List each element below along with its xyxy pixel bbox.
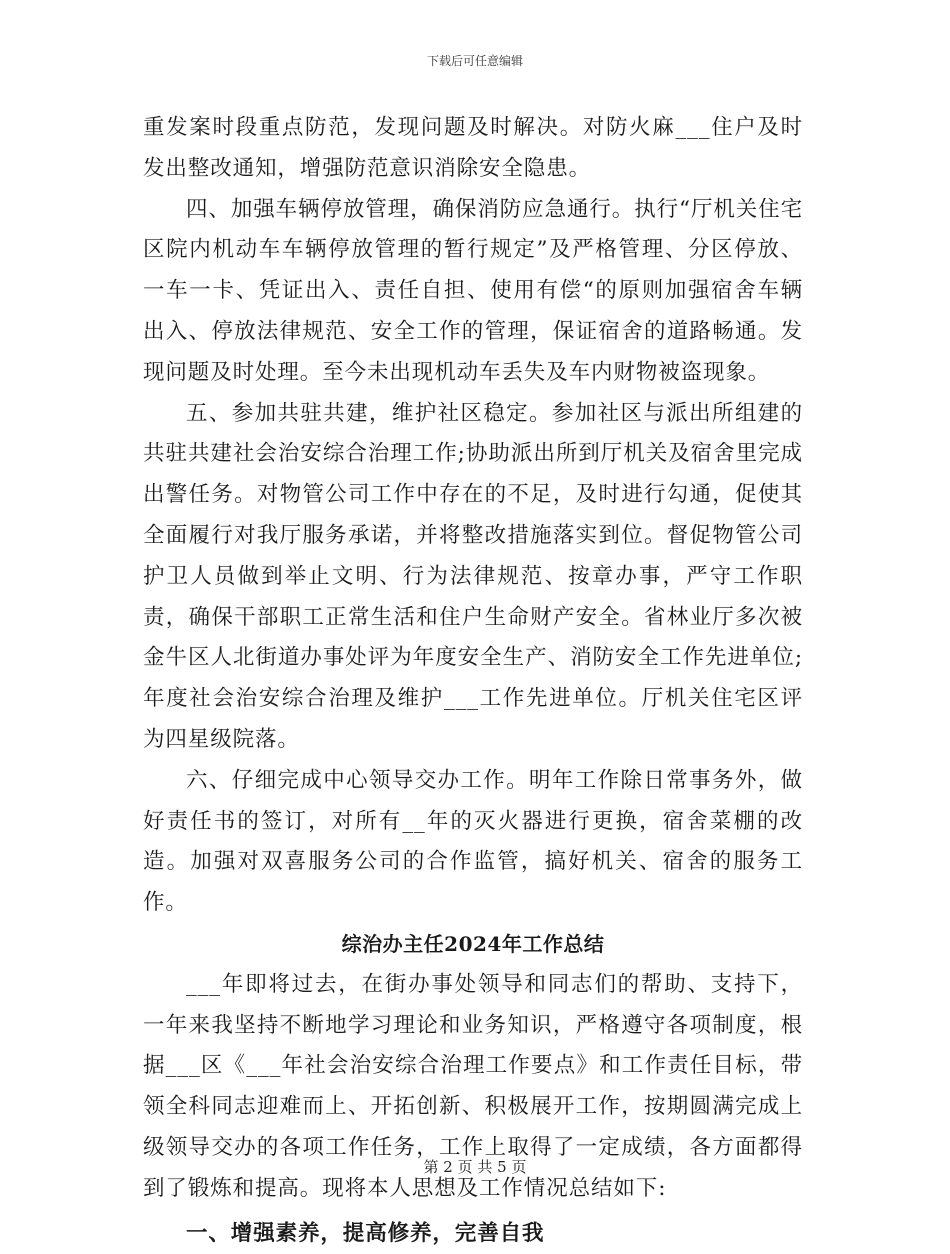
document-title: 综治办主任2024年工作总结 — [341, 931, 605, 956]
header-note: 下载后可任意编辑 — [426, 54, 523, 68]
paragraph-leadership-tasks: 六、仔细完成中心领导交办工作。明年工作除日常事务外，做好责任书的签订，对所有__年的灭火器进行更换，宿舍菜棚的改造。加强对双喜服务公司的合作监管，搞好机关、宿舍的服务工作。 — [143, 767, 803, 916]
paragraph-continuation: 重发案时段重点防范，发现问题及时解决。对防火麻___住户及时发出整改通知，增强防范意识消除安全隐患。 — [143, 115, 803, 181]
paragraph-community-stability: 五、参加共驻共建，维护社区稳定。参加社区与派出所组建的共驻共建社会治安综合治理工作;协助派出所到厅机关及宿舍里完成出警任务。对物管公司工作中存在的不足，及时进行勾通，促使其全面履行对我厅服务承诺，并将整改措施落实到位。督促物管公司护卫人员做到举止文明、行为法律规范、按章办事，严守工作职责，确保干部职工正常生活和住户生命财产安全。省林业厅多次被金牛区人北街道办事处评为年度安全生产、消防安全工作先进单位;年度社会治安综合治理及维护___工作先进单位。厅机关住宅区评为四星级院落。 — [143, 400, 803, 752]
page-number: 第 2 页 共 5 页 — [423, 1158, 527, 1176]
paragraph-summary-intro: ___年即将过去，在街办事处领导和同志们的帮助、支持下，一年来我坚持不断地学习理论和业务知识，严格遵守各项制度，根据___区《___年社会治安综合治理工作要点》和工作责任目标，带领全科同志迎难而上、开拓创新、积极展开工作，按期圆满完成上级领导交办的各项工作任务，工作上取得了一定成绩，各方面都得到了锻炼和提高。现将本人思想及工作情况总结如下: — [143, 971, 803, 1201]
document-body — [143, 108, 803, 1254]
section-heading: 一、增强素养，提高修养，完善自我 — [186, 1220, 545, 1246]
paragraph-vehicle-management: 四、加强车辆停放管理，确保消防应急通行。执行“厅机关住宅区院内机动车车辆停放管理的暂行规定”及严格管理、分区停放、一车一卡、凭证出入、责任自担、使用有偿“的原则加强宿舍车辆出入、停放法律规范、安全工作的管理，保证宿舍的道路畅通。发现问题及时处理。至今未出现机动车丢失及车内财物被盗现象。 — [143, 196, 803, 385]
